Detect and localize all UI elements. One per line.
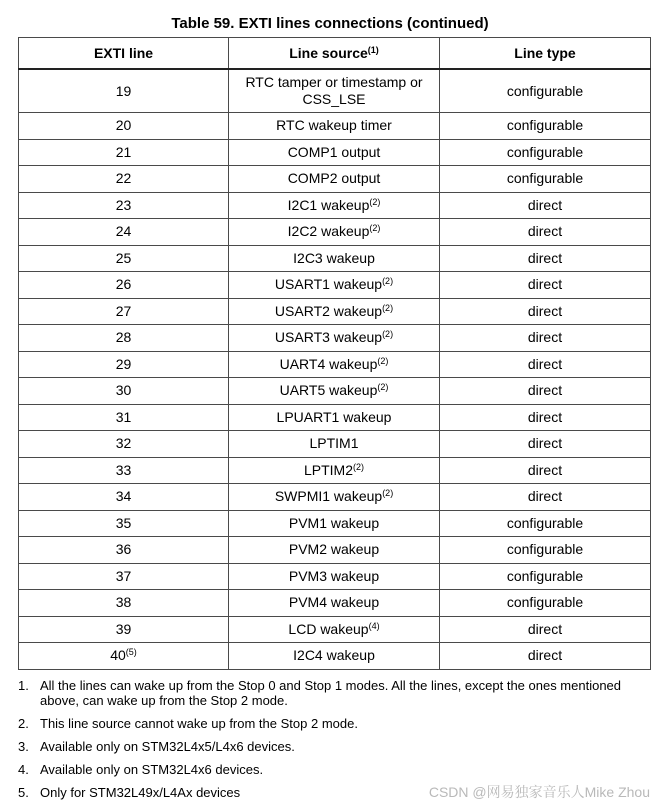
exti-line-cell	[19, 245, 229, 272]
exti-line-cell	[19, 404, 229, 431]
table-row	[19, 616, 651, 643]
table-row	[19, 139, 651, 166]
footnote-number: 1.	[18, 678, 29, 693]
table-row	[19, 404, 651, 431]
exti-line-number: 23	[115, 196, 132, 213]
footnote-text: Available only on STM32L4x6 devices.	[40, 762, 264, 777]
line-source-cell	[229, 431, 440, 458]
line-source-text: I2C4 wakeup	[293, 647, 375, 664]
column-header-line-type: Line type	[440, 38, 651, 70]
footnote-number: 2.	[18, 716, 29, 731]
exti-line-number: 29	[115, 355, 132, 372]
line-type-cell: configurable	[440, 166, 651, 193]
line-source-text: RTC tamper or timestamp or CSS_LSE	[245, 74, 423, 107]
footnote-ref: (1)	[367, 44, 379, 55]
exti-line-cell	[19, 113, 229, 140]
table-row	[19, 590, 651, 617]
line-type-cell: direct	[440, 351, 651, 378]
exti-line-number: 37	[115, 567, 132, 584]
exti-line-cell	[19, 510, 229, 537]
line-source-text: PVM4 wakeup	[288, 594, 380, 611]
line-source-cell	[229, 457, 440, 484]
exti-line-cell	[19, 272, 229, 299]
line-source-cell	[229, 378, 440, 405]
line-source-cell	[229, 404, 440, 431]
footnote-ref: (2)	[377, 355, 389, 366]
footnote-ref: (2)	[369, 223, 381, 234]
exti-line-cell	[19, 590, 229, 617]
exti-line-number: 20	[115, 117, 132, 134]
footnote-ref: (2)	[382, 276, 394, 287]
exti-line-number: 39	[115, 620, 132, 637]
line-type-cell: direct	[440, 431, 651, 458]
line-source-text: I2C1 wakeup	[287, 196, 370, 213]
line-source-cell	[229, 192, 440, 219]
table-row	[19, 378, 651, 405]
line-type-cell: configurable	[440, 113, 651, 140]
line-type-cell: direct	[440, 404, 651, 431]
exti-line-cell	[19, 139, 229, 166]
line-source-text: UART4 wakeup	[279, 355, 378, 372]
footnote-text: Only for STM32L49x/L4Ax devices	[40, 785, 241, 800]
line-source-cell	[229, 139, 440, 166]
table-row	[19, 298, 651, 325]
line-source-cell	[229, 537, 440, 564]
footnote-number: 5.	[18, 785, 29, 800]
exti-line-cell	[19, 325, 229, 352]
line-source-cell	[229, 166, 440, 193]
table-row	[19, 219, 651, 246]
column-header-exti-line: EXTI line	[19, 38, 229, 70]
footnote-ref: (2)	[382, 302, 394, 313]
line-source-text: USART2 wakeup	[274, 302, 383, 319]
line-source-cell	[229, 219, 440, 246]
table-row	[19, 272, 651, 299]
footnote-ref: (2)	[382, 488, 394, 499]
exti-line-number: 38	[115, 594, 132, 611]
exti-line-cell	[19, 537, 229, 564]
line-type-cell: direct	[440, 643, 651, 670]
footnote-ref: (2)	[353, 461, 364, 472]
exti-line-number: 32	[115, 435, 132, 452]
table-row	[19, 457, 651, 484]
table-row	[19, 166, 651, 193]
csdn-watermark: CSDN @网易独家音乐人Mike Zhou	[428, 784, 650, 800]
column-header-line-source	[229, 38, 440, 70]
footnote-text: All the lines can wake up from the Stop 0 and Stop 1 modes. All the lines, except the ones mentioned above, can wake up from the Stop 2 mode.	[40, 678, 622, 708]
exti-line-number: 28	[115, 329, 132, 346]
line-source-cell	[229, 643, 440, 670]
exti-line-number: 36	[115, 541, 132, 558]
line-type-cell: configurable	[440, 563, 651, 590]
line-type-cell: direct	[440, 245, 651, 272]
footnote-number: 4.	[18, 762, 29, 777]
table-row	[19, 537, 651, 564]
table-row	[19, 245, 651, 272]
exti-line-number: 33	[115, 461, 132, 478]
exti-line-number: 27	[115, 302, 132, 319]
footnote	[18, 716, 648, 731]
exti-line-number: 25	[115, 249, 132, 266]
footnote-ref: (5)	[125, 647, 137, 658]
line-source-cell	[229, 563, 440, 590]
line-source-cell	[229, 351, 440, 378]
exti-line-cell	[19, 563, 229, 590]
exti-line-cell	[19, 616, 229, 643]
exti-line-number: 22	[115, 170, 132, 187]
line-source-text: LPUART1 wakeup	[276, 408, 392, 425]
exti-line-cell	[19, 484, 229, 511]
exti-lines-table	[18, 37, 651, 670]
exti-line-cell	[19, 457, 229, 484]
line-source-text: USART1 wakeup	[274, 276, 383, 293]
line-type-cell: direct	[440, 457, 651, 484]
footnote-ref: (2)	[382, 329, 394, 340]
exti-line-number: 30	[115, 382, 132, 399]
line-source-text: UART5 wakeup	[279, 382, 378, 399]
line-type-cell: configurable	[440, 590, 651, 617]
footnote-number: 3.	[18, 739, 29, 754]
line-source-cell	[229, 590, 440, 617]
line-source-text: LPTIM2	[303, 461, 353, 478]
exti-line-cell	[19, 431, 229, 458]
exti-line-number: 40	[110, 647, 126, 664]
line-type-cell: configurable	[440, 139, 651, 166]
line-source-text: LCD wakeup	[288, 620, 369, 637]
table-row	[19, 563, 651, 590]
line-source-text: USART3 wakeup	[274, 329, 383, 346]
footnote	[18, 762, 648, 777]
line-source-text: PVM2 wakeup	[288, 541, 380, 558]
line-source-text: LPTIM1	[309, 435, 359, 452]
line-type-cell: direct	[440, 378, 651, 405]
exti-line-number: 24	[115, 223, 132, 240]
table-row	[19, 510, 651, 537]
table-title: Table 59. EXTI lines connections (continued)	[171, 15, 489, 32]
footnote-ref: (2)	[369, 196, 381, 207]
exti-line-cell	[19, 351, 229, 378]
footnote	[18, 739, 648, 754]
line-source-text: COMP1 output	[287, 143, 381, 160]
table-row	[19, 351, 651, 378]
exti-line-number: 35	[115, 514, 132, 531]
exti-line-number: 31	[115, 408, 132, 425]
line-source-text: RTC wakeup timer	[276, 117, 392, 134]
table-row	[19, 643, 651, 670]
table-row	[19, 69, 651, 113]
line-type-cell: direct	[440, 272, 651, 299]
exti-line-cell	[19, 69, 229, 113]
line-type-cell: direct	[440, 192, 651, 219]
line-source-text: SWPMI1 wakeup	[274, 488, 383, 505]
line-source-cell	[229, 298, 440, 325]
footnote-text: Available only on STM32L4x5/L4x6 devices.	[40, 739, 295, 754]
exti-line-cell	[19, 192, 229, 219]
table-row	[19, 431, 651, 458]
footnote-ref: (4)	[368, 620, 380, 631]
line-type-cell: direct	[440, 298, 651, 325]
line-type-cell: direct	[440, 325, 651, 352]
exti-line-cell	[19, 378, 229, 405]
line-source-cell	[229, 113, 440, 140]
footnote-text: This line source cannot wake up from the Stop 2 mode.	[40, 716, 358, 731]
line-source-text: I2C2 wakeup	[287, 223, 370, 240]
line-source-text: COMP2 output	[287, 170, 381, 187]
line-source-cell	[229, 245, 440, 272]
column-header-line-source-label: Line source	[289, 44, 368, 61]
exti-line-cell	[19, 166, 229, 193]
exti-line-cell	[19, 643, 229, 670]
line-source-cell	[229, 272, 440, 299]
line-source-cell	[229, 616, 440, 643]
line-source-cell	[229, 484, 440, 511]
exti-line-number: 26	[115, 276, 132, 293]
line-type-cell: direct	[440, 219, 651, 246]
exti-line-cell	[19, 219, 229, 246]
table-row	[19, 113, 651, 140]
line-source-text: PVM1 wakeup	[288, 514, 380, 531]
table-row	[19, 325, 651, 352]
line-type-cell: configurable	[440, 510, 651, 537]
exti-line-number: 34	[115, 488, 132, 505]
exti-line-number: 21	[115, 143, 132, 160]
footnote	[18, 678, 648, 708]
line-source-cell	[229, 69, 440, 113]
exti-line-number: 19	[115, 82, 132, 99]
line-source-cell	[229, 510, 440, 537]
line-source-text: PVM3 wakeup	[288, 567, 380, 584]
line-type-cell: direct	[440, 484, 651, 511]
line-type-cell: direct	[440, 616, 651, 643]
line-source-cell	[229, 325, 440, 352]
line-type-cell: configurable	[440, 537, 651, 564]
line-source-text: I2C3 wakeup	[293, 249, 375, 266]
footnote-ref: (2)	[377, 382, 389, 393]
line-type-cell: configurable	[440, 69, 651, 113]
table-row	[19, 192, 651, 219]
exti-line-cell	[19, 298, 229, 325]
table-row	[19, 484, 651, 511]
table-header-row	[19, 38, 651, 70]
